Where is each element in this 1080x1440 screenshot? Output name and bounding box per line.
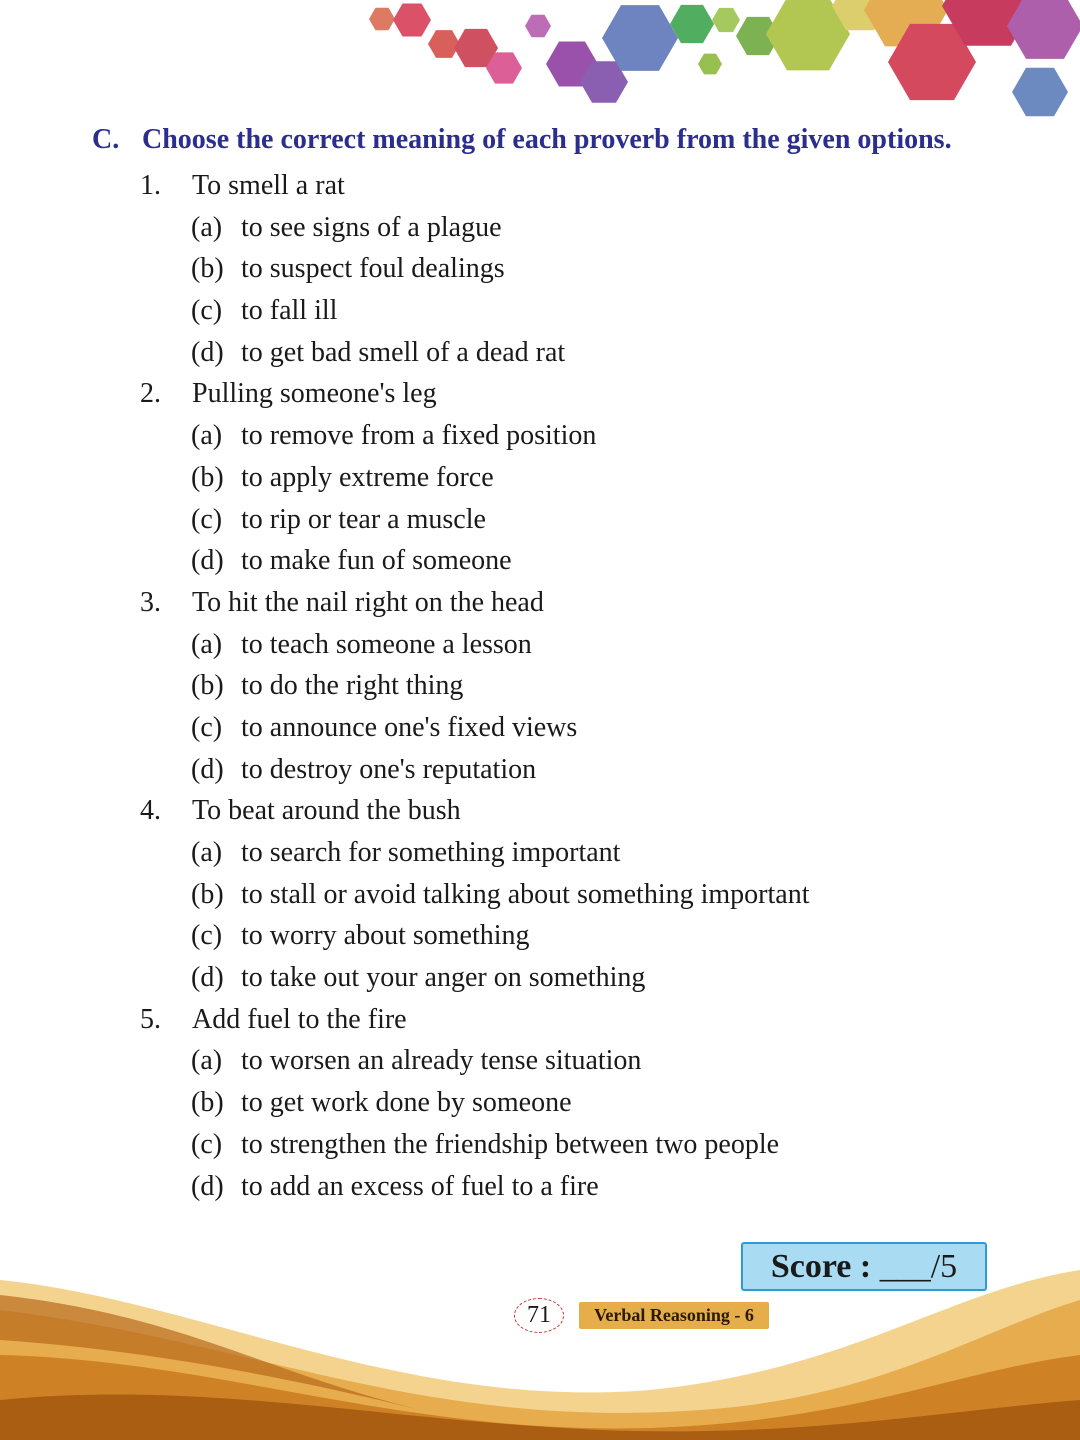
option-text: to fall ill: [241, 295, 338, 327]
question-list: [140, 165, 1040, 1207]
hexagon-shape: [1007, 0, 1080, 59]
option-letter: (a): [191, 1045, 223, 1077]
option-letter: (b): [191, 1087, 224, 1119]
hexagon-decoration: [0, 0, 1080, 130]
option-letter: (d): [191, 1170, 224, 1202]
option-letter: (d): [191, 545, 224, 577]
question-number: 1.: [140, 170, 161, 201]
question-text: To smell a rat: [192, 170, 345, 201]
option-letter: (c): [191, 711, 223, 743]
question-item: [140, 373, 1040, 581]
option-letter: (c): [191, 920, 223, 952]
option-text: to suspect foul dealings: [241, 253, 505, 285]
score-blank[interactable]: ___: [879, 1248, 931, 1285]
option-text: to see signs of a plague: [241, 211, 502, 243]
option-text: to do the right thing: [241, 670, 464, 702]
score-label: Score :: [770, 1248, 872, 1285]
option-item[interactable]: [140, 499, 1040, 541]
page-number: 71: [514, 1298, 564, 1333]
option-text: to add an excess of fuel to a fire: [241, 1170, 599, 1202]
hexagon-shape: [602, 5, 678, 71]
option-item[interactable]: [140, 749, 1040, 791]
option-item[interactable]: [140, 874, 1040, 916]
section-heading: [92, 124, 1052, 156]
question-item: [140, 999, 1040, 1207]
option-letter: (b): [191, 253, 224, 285]
option-text: to get bad smell of a dead rat: [241, 336, 566, 368]
question-stem: [140, 165, 1040, 207]
option-text: to search for something important: [241, 837, 621, 868]
option-letter: (c): [191, 1128, 223, 1160]
option-text: to strengthen the friendship between two people: [241, 1128, 780, 1160]
question-text: Pulling someone's leg: [192, 378, 437, 410]
option-text: to announce one's fixed views: [241, 711, 578, 743]
question-item: [140, 582, 1040, 790]
section-instruction: Choose the correct meaning of each proverb from the given options.: [142, 124, 952, 155]
option-text: to take out your anger on something: [241, 962, 646, 994]
hexagon-shape: [525, 15, 551, 38]
option-letter: (c): [191, 295, 223, 327]
option-item[interactable]: [140, 248, 1040, 290]
option-item[interactable]: [140, 540, 1040, 582]
option-letter: (b): [191, 878, 224, 910]
question-stem: [140, 999, 1040, 1041]
option-text: to worry about something: [241, 920, 530, 952]
hexagon-shape: [428, 30, 460, 58]
question-number: 4.: [140, 795, 161, 827]
option-letter: (a): [191, 628, 223, 660]
option-item[interactable]: [140, 207, 1040, 249]
option-text: to make fun of someone: [241, 545, 512, 577]
option-letter: (d): [191, 753, 224, 785]
hexagon-shapes: [369, 0, 1080, 116]
option-item[interactable]: [140, 290, 1040, 332]
option-item[interactable]: [140, 415, 1040, 457]
option-item[interactable]: [140, 1166, 1040, 1208]
option-text: to worsen an already tense situation: [241, 1045, 642, 1077]
question-stem: [140, 582, 1040, 624]
option-letter: (b): [191, 670, 224, 702]
option-text: to teach someone a lesson: [241, 628, 532, 660]
hexagon-shape: [712, 8, 740, 32]
question-text: To hit the nail right on the head: [192, 586, 544, 618]
option-letter: (c): [191, 503, 223, 535]
question-stem: [140, 790, 1040, 832]
option-text: to remove from a fixed position: [241, 420, 597, 452]
hexagon-shape: [1012, 68, 1068, 116]
option-item[interactable]: [140, 957, 1040, 999]
option-item[interactable]: [140, 1040, 1040, 1082]
option-item[interactable]: [140, 1082, 1040, 1124]
score-total: /5: [930, 1248, 958, 1285]
option-letter: (b): [191, 461, 224, 493]
option-item[interactable]: [140, 915, 1040, 957]
book-title-badge: Verbal Reasoning - 6: [579, 1302, 769, 1329]
option-letter: (d): [191, 962, 224, 994]
question-number: 5.: [140, 1003, 161, 1035]
option-text: to stall or avoid talking about something important: [241, 878, 810, 910]
option-letter: (d): [191, 336, 224, 368]
option-letter: (a): [191, 837, 223, 868]
option-item[interactable]: [140, 457, 1040, 499]
option-item[interactable]: [140, 665, 1040, 707]
option-item[interactable]: [140, 832, 1040, 874]
question-number: 3.: [140, 586, 161, 618]
option-text: to apply extreme force: [241, 461, 494, 493]
score-box: [741, 1242, 987, 1291]
question-text: To beat around the bush: [192, 795, 461, 827]
question-text: Add fuel to the fire: [192, 1003, 407, 1035]
option-item[interactable]: [140, 707, 1040, 749]
option-text: to get work done by someone: [241, 1087, 572, 1119]
section-letter: C.: [92, 124, 120, 155]
question-item: [140, 790, 1040, 998]
question-item: [140, 165, 1040, 373]
hexagon-shape: [698, 54, 722, 75]
question-stem: [140, 373, 1040, 415]
option-item[interactable]: [140, 624, 1040, 666]
option-text: to destroy one's reputation: [241, 753, 537, 785]
option-letter: (a): [191, 420, 223, 452]
option-letter: (a): [191, 211, 223, 243]
question-number: 2.: [140, 378, 161, 410]
option-item[interactable]: [140, 332, 1040, 374]
option-item[interactable]: [140, 1124, 1040, 1166]
hexagon-shape: [369, 8, 395, 31]
option-text: to rip or tear a muscle: [241, 503, 486, 535]
hexagon-shape: [393, 4, 431, 37]
